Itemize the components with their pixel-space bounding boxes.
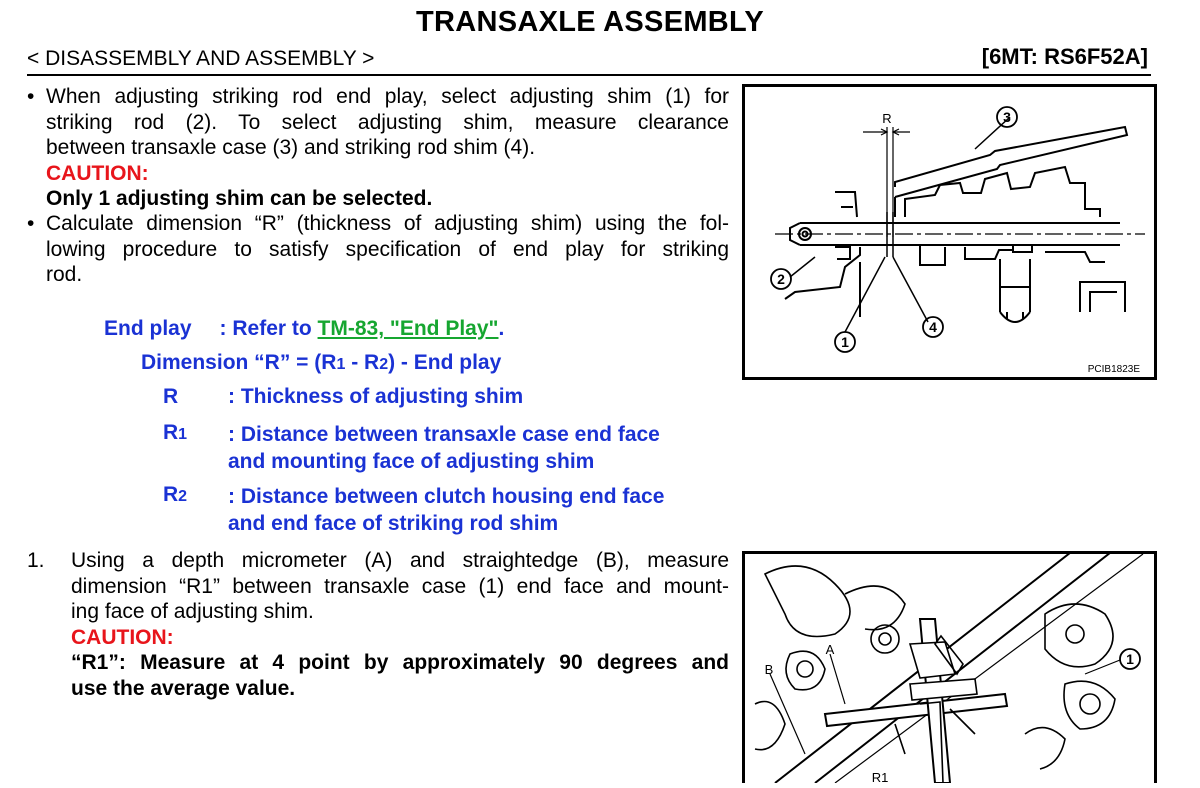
def-symbol: R xyxy=(163,421,179,444)
def-symbol-r1 xyxy=(163,421,187,445)
formula-part: ) - End play xyxy=(388,351,502,374)
model-code: [6MT: RS6F52A] xyxy=(981,44,1148,69)
caution-text: Only 1 adjusting shim can be selected. xyxy=(46,187,433,210)
callout-4: 4 xyxy=(929,319,937,335)
def-line: and end face of striking rod shim xyxy=(228,512,559,535)
figure-id-tag: PCIB1823E xyxy=(1087,364,1140,375)
caution-label: CAUTION: xyxy=(71,625,174,649)
formula-subscript: 1 xyxy=(336,356,346,373)
striking-rod-illustration xyxy=(745,87,1154,377)
def-text-r1 xyxy=(228,421,660,475)
formula-part: - R xyxy=(345,351,380,374)
callout-1: 1 xyxy=(1126,651,1134,667)
label-a-depth-micrometer: A xyxy=(825,642,835,657)
text-line: rod. xyxy=(46,263,83,286)
def-subscript: 1 xyxy=(178,426,188,443)
def-line: and mounting face of adjusting shim xyxy=(228,450,595,473)
def-symbol-r xyxy=(163,385,178,409)
end-play-spec xyxy=(104,317,504,341)
section-subtitle: < DISASSEMBLY AND ASSEMBLY > xyxy=(27,47,375,70)
figure-micrometer-measurement xyxy=(742,551,1157,783)
page-title: TRANSAXLE ASSEMBLY xyxy=(415,6,765,38)
bullet-marker: • xyxy=(27,212,35,235)
caution-label: CAUTION: xyxy=(46,161,149,185)
def-symbol: R xyxy=(163,483,179,506)
def-subscript: 2 xyxy=(178,488,188,505)
end-play-prefix: : Refer to xyxy=(219,317,318,340)
def-line: : Distance between transaxle case end face xyxy=(228,423,660,446)
callout-2: 2 xyxy=(777,271,785,287)
dimension-formula xyxy=(141,351,501,375)
text-line: striking rod (2). To select adjusting shim, measure clearance xyxy=(46,110,729,134)
caution-text: use the average value. xyxy=(71,676,296,700)
label-r1: R1 xyxy=(871,770,889,783)
def-text-r: : Thickness of adjusting shim xyxy=(228,385,524,408)
text-line: lowing procedure to satisfy specification of end play for striking xyxy=(46,237,729,261)
def-line: : Distance between clutch housing end face xyxy=(228,485,665,508)
header-divider xyxy=(27,74,1151,76)
figure-striking-rod-diagram xyxy=(742,84,1157,380)
text-line: dimension “R1” between transaxle case (1) end face and mount- xyxy=(71,574,729,598)
bullet-item-shim xyxy=(46,84,729,212)
caution-text: “R1”: Measure at 4 point by approximately 90 degrees and xyxy=(71,651,729,674)
def-symbol-r2 xyxy=(163,483,187,507)
step-number: 1. xyxy=(27,549,45,572)
step-1 xyxy=(71,548,729,701)
text-line: Using a depth micrometer (A) and straightedge (B), measure xyxy=(71,549,729,572)
end-play-label: End play xyxy=(104,317,192,340)
formula-part: Dimension “R” = (R xyxy=(141,351,337,374)
end-play-reference-link[interactable]: TM-83, "End Play" xyxy=(317,317,499,340)
micrometer-illustration xyxy=(745,554,1154,783)
end-play-suffix: . xyxy=(498,317,505,340)
bullet-item-calculate xyxy=(46,211,729,288)
text-line: Calculate dimension “R” (thickness of adjusting shim) using the fol- xyxy=(46,212,729,235)
text-line: between transaxle case (3) and striking rod shim (4). xyxy=(46,136,536,159)
text-line: ing face of adjusting shim. xyxy=(71,600,314,623)
text-line: When adjusting striking rod end play, select adjusting shim (1) for xyxy=(46,85,729,108)
label-b-straightedge: B xyxy=(764,662,774,677)
formula-subscript: 2 xyxy=(379,356,389,373)
def-symbol: R xyxy=(163,385,179,408)
callout-3: 3 xyxy=(1003,109,1011,125)
bullet-marker: • xyxy=(27,85,35,108)
dimension-r-label: R xyxy=(882,111,892,126)
def-text-r2 xyxy=(228,483,664,537)
callout-1: 1 xyxy=(841,334,849,350)
